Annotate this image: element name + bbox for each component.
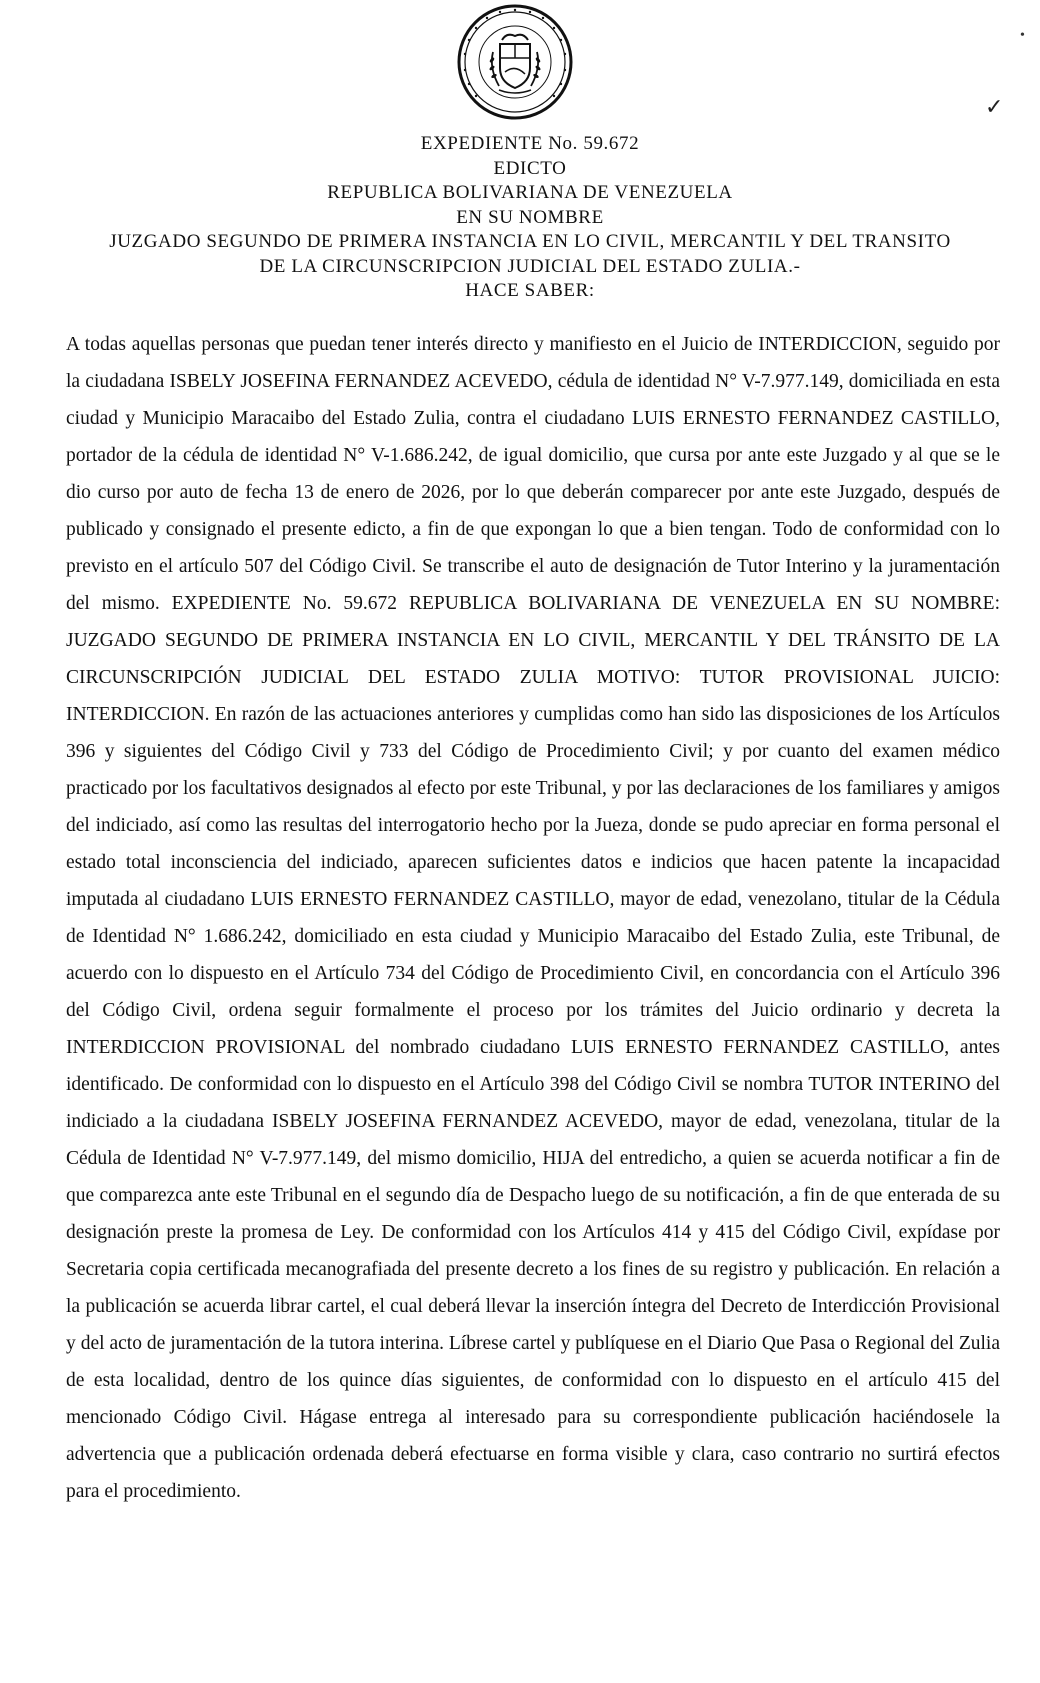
court-seal-icon (455, 2, 575, 122)
margin-mark: • (1020, 28, 1025, 43)
en-su-nombre-line: EN SU NOMBRE (456, 206, 604, 228)
edict-paragraph: A todas aquellas personas que puedan tener interés directo y manifiesto en el Juicio de INTERDICCION, seguido por la ciudadana ISBELY JOSEFINA FERNANDEZ ACEVEDO, cédula de identidad N° V-7.977.149, domiciliada en esta ciudad y Municipio Maracaibo del Estado Zulia, contra el ciudadano LUIS ERNESTO FERNANDEZ CASTILLO, portador de la cédula de identidad N° V-1.686.242, de igual domicilio, que cursa por ante este Juzgado y al que se le dio curso por auto de fecha 13 de enero de 2026, por lo que deberán comparecer por ante este Juzgado, después de publicado y consignado el presente edicto, a fin de que expongan lo que a bien tengan. Todo de conformidad con lo previsto en el artículo 507 del Código Civil. Se transcribe el auto de designación de Tutor Interino y la juramentación del mismo. EXPEDIENTE No. 59.672 REPUBLICA BOLIVARIANA DE VENEZUELA EN SU NOMBRE: JUZGADO SEGUNDO DE PRIMERA INSTANCIA EN LO CIVIL, MERCANTIL Y DEL TRÁNSITO DE LA CIRCUNSCRIPCIÓN JUDICIAL DEL ESTADO ZULIA MOTIVO: TUTOR PROVISIONAL JUICIO: INTERDICCION. En razón de las actuaciones anteriores y cumplidas como han sido las disposiciones de los Artículos 396 y siguientes del Código Civil y 733 del Código de Procedimiento Civil; y por cuanto del examen médico practicado por los facultativos designados al efecto por este Tribunal, y por las declaraciones de los familiares y amigos del indiciado, así como las resultas del interrogatorio hecho por la Jueza, donde se pudo apreciar en forma personal el estado total inconsciencia del indiciado, aparecen suficientes datos e indicios que hacen patente la incapacidad imputada al ciudadano LUIS ERNESTO FERNANDEZ CASTILLO, mayor de edad, venezolano, titular de la Cédula de Identidad N° 1.686.242, domiciliado en esta ciudad y Municipio Maracaibo del Estado Zulia, este Tribunal, de acuerdo con lo dispuesto en el Artículo 734 del Código de Procedimiento Civil, en concordancia con el Artículo 396 del Código Civil, ordena seguir formalmente el proceso por los trámites del Juicio ordinario y decreta la INTERDICCION PROVISIONAL del nombrado ciudadano LUIS ERNESTO FERNANDEZ CASTILLO, antes identificado. De conformidad con lo dispuesto en el Artículo 398 del Código Civil se nombra TUTOR INTERINO del indiciado a la ciudadana ISBELY JOSEFINA FERNANDEZ ACEVEDO, mayor de edad, venezolana, titular de la Cédula de Identidad N° V-7.977.149, del mismo domicilio, HIJA del entredicho, a quien se acuerda notificar a fin de que comparezca ante este Tribunal en el segundo día de Despacho luego de su notificación, a fin de que enterada de su designación preste la promesa de Ley. De conformidad con los Artículos 414 y 415 del Código Civil, expídase por Secretaria copia certificada mecanografiada del presente decreto a los fines de su registro y publicación. En relación a la publicación se acuerda librar cartel, el cual deberá llevar la inserción íntegra del Decreto de Interdicción Provisional y del acto de juramentación de la tutora interina. Líbrese cartel y publíquese en el Diario Que Pasa o Regional del Zulia de esta localidad, dentro de los quince días siguientes, de conformidad con lo dispuesto en el artículo 415 del mencionado Código Civil. Hágase entrega al interesado para su correspondiente publicación haciéndosele la advertencia que a publicación ordenada deberá efectuarse en forma visible y clara, caso contrario no surtirá efectos para el procedimiento. (66, 334, 1000, 1502)
republica-line: REPUBLICA BOLIVARIANA DE VENEZUELA (327, 182, 733, 203)
juzgado-line-1: JUZGADO SEGUNDO DE PRIMERA INSTANCIA EN LO CIVIL, MERCANTIL Y DEL TRANSITO (109, 231, 951, 252)
document-header (60, 132, 1000, 304)
edicto-title: EDICTO (493, 157, 567, 179)
check-mark-icon: ✓ (985, 94, 1004, 119)
juzgado-line-2: DE LA CIRCUNSCRIPCION JUDICIAL DEL ESTADO ZULIA.- (259, 255, 801, 277)
edict-body (66, 326, 1000, 1510)
expediente-number: EXPEDIENTE No. 59.672 (420, 133, 640, 154)
hace-saber-line: HACE SABER: (465, 280, 595, 301)
